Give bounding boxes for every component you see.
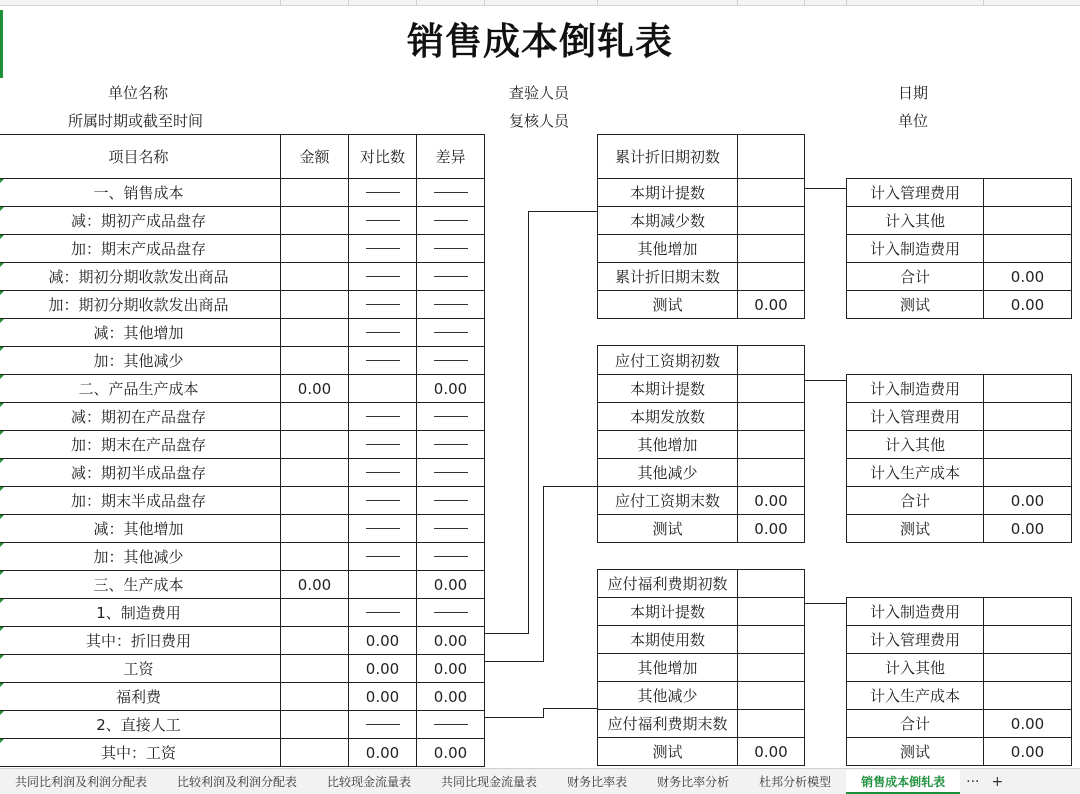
- dash-mark: [434, 192, 468, 193]
- sheet-tab[interactable]: 财务比率分析: [657, 774, 730, 789]
- table-cell-amount[interactable]: [280, 682, 349, 711]
- table-cell-compare[interactable]: [348, 402, 417, 431]
- row-comment-marker: [0, 263, 4, 267]
- column-separator[interactable]: [804, 0, 805, 6]
- table-cell-diff[interactable]: 0.00: [416, 682, 485, 711]
- table-cell-name[interactable]: 加：期初分期收款发出商品: [0, 290, 281, 319]
- sheet-tab-bar: [0, 768, 1080, 794]
- table-cell-name[interactable]: 减：其他增加: [0, 318, 281, 347]
- table-cell-amount[interactable]: [280, 178, 349, 207]
- table-cell-compare[interactable]: [348, 710, 417, 739]
- box-value[interactable]: [737, 597, 805, 626]
- dash-mark: [434, 444, 468, 445]
- alloc-value[interactable]: [983, 597, 1072, 626]
- connector-line: [484, 661, 544, 662]
- row-comment-marker: [0, 655, 4, 659]
- dash-mark: [434, 528, 468, 529]
- dash-mark: [434, 556, 468, 557]
- table-cell-compare[interactable]: [348, 542, 417, 571]
- table-cell-diff[interactable]: [416, 206, 485, 235]
- row-comment-marker: [0, 403, 4, 407]
- table-cell-name[interactable]: 二、产品生产成本: [0, 374, 281, 403]
- table-cell-diff[interactable]: [416, 486, 485, 515]
- dash-mark: [366, 248, 400, 249]
- column-separator[interactable]: [846, 0, 847, 6]
- table-cell-diff[interactable]: [416, 234, 485, 263]
- table-cell-amount[interactable]: [280, 458, 349, 487]
- table-cell-name[interactable]: 加：期末在产品盘存: [0, 430, 281, 459]
- alloc-label[interactable]: 计入其他: [846, 430, 984, 459]
- table-cell-amount[interactable]: [280, 542, 349, 571]
- alloc-value[interactable]: [983, 430, 1072, 459]
- alloc-value[interactable]: 0.00: [983, 514, 1072, 543]
- table-cell-diff[interactable]: [416, 542, 485, 571]
- table-cell-compare[interactable]: [348, 570, 417, 599]
- box-label[interactable]: 累计折旧期初数: [597, 134, 738, 179]
- alloc-label[interactable]: 计入其他: [846, 206, 984, 235]
- box-label[interactable]: 本期发放数: [597, 402, 738, 431]
- alloc-value[interactable]: [983, 458, 1072, 487]
- table-cell-compare[interactable]: [348, 374, 417, 403]
- table-cell-compare[interactable]: [348, 458, 417, 487]
- box-label[interactable]: 本期使用数: [597, 625, 738, 654]
- dash-mark: [366, 304, 400, 305]
- dash-mark: [366, 528, 400, 529]
- column-separator[interactable]: [597, 0, 598, 6]
- box-value[interactable]: 0.00: [737, 737, 805, 766]
- table-cell-amount[interactable]: [280, 234, 349, 263]
- column-separator[interactable]: [348, 0, 349, 6]
- table-cell-compare[interactable]: [348, 318, 417, 347]
- table-cell-diff[interactable]: [416, 318, 485, 347]
- date-label[interactable]: 日期: [898, 84, 929, 102]
- row-comment-marker: [0, 347, 4, 351]
- row-comment-marker: [0, 711, 4, 715]
- table-cell-diff[interactable]: 0.00: [416, 738, 485, 767]
- alloc-value[interactable]: 0.00: [983, 709, 1072, 738]
- table-cell-amount[interactable]: [280, 318, 349, 347]
- box-label[interactable]: 本期计提数: [597, 178, 738, 207]
- alloc-value[interactable]: [983, 374, 1072, 403]
- box-label[interactable]: 测试: [597, 290, 738, 319]
- table-cell-compare[interactable]: 0.00: [348, 654, 417, 683]
- alloc-value[interactable]: [983, 234, 1072, 263]
- sheet-tab[interactable]: 比较现金流量表: [327, 774, 412, 789]
- alloc-label[interactable]: 测试: [846, 514, 984, 543]
- box-label[interactable]: 应付工资期初数: [597, 345, 738, 375]
- alloc-value[interactable]: [983, 625, 1072, 654]
- box-value[interactable]: [737, 625, 805, 654]
- table-cell-amount[interactable]: [280, 346, 349, 375]
- box-label[interactable]: 本期计提数: [597, 374, 738, 403]
- table-cell-diff[interactable]: [416, 262, 485, 291]
- table-cell-name[interactable]: 其中：折旧费用: [0, 626, 281, 655]
- table-cell-diff[interactable]: [416, 346, 485, 375]
- table-cell-amount[interactable]: [280, 290, 349, 319]
- connector-line: [804, 188, 846, 189]
- table-cell-name[interactable]: 加：其他减少: [0, 346, 281, 375]
- row-comment-marker: [0, 207, 4, 211]
- dash-mark: [434, 472, 468, 473]
- table-cell-amount[interactable]: [280, 738, 349, 767]
- table-cell-compare[interactable]: [348, 234, 417, 263]
- dash-mark: [366, 416, 400, 417]
- table-cell-name[interactable]: 工资: [0, 654, 281, 683]
- row-comment-marker: [0, 515, 4, 519]
- connector-line: [804, 603, 846, 604]
- row-comment-marker: [0, 571, 4, 575]
- dash-mark: [434, 724, 468, 725]
- row-comment-marker: [0, 683, 4, 687]
- connector-line: [528, 211, 529, 634]
- dash-mark: [434, 612, 468, 613]
- alloc-label[interactable]: 计入管理费用: [846, 625, 984, 654]
- alloc-label[interactable]: 计入制造费用: [846, 597, 984, 626]
- alloc-label[interactable]: 计入生产成本: [846, 458, 984, 487]
- box-label[interactable]: 本期减少数: [597, 206, 738, 235]
- box-value[interactable]: [737, 569, 805, 598]
- column-header-bar: [0, 0, 1080, 6]
- more-tabs-icon[interactable]: ···: [966, 773, 980, 790]
- table-cell-amount[interactable]: [280, 262, 349, 291]
- box-value[interactable]: [737, 345, 805, 375]
- table-cell-name[interactable]: 1、制造费用: [0, 598, 281, 627]
- connector-line: [543, 486, 544, 662]
- table-cell-diff[interactable]: [416, 430, 485, 459]
- add-sheet-icon[interactable]: +: [991, 773, 1004, 790]
- box-label[interactable]: 其他增加: [597, 653, 738, 682]
- table-cell-compare[interactable]: [348, 178, 417, 207]
- table-header-3[interactable]: 差异: [416, 134, 485, 179]
- dash-mark: [366, 360, 400, 361]
- table-cell-compare[interactable]: 0.00: [348, 682, 417, 711]
- table-cell-name[interactable]: 其中：工资: [0, 738, 281, 767]
- table-cell-name[interactable]: 加：其他减少: [0, 542, 281, 571]
- box-label[interactable]: 应付福利费期初数: [597, 569, 738, 598]
- table-cell-amount[interactable]: [280, 486, 349, 515]
- alloc-label[interactable]: 计入管理费用: [846, 178, 984, 207]
- alloc-label[interactable]: 计入制造费用: [846, 374, 984, 403]
- dash-mark: [434, 360, 468, 361]
- sheet-tab[interactable]: 财务比率表: [567, 774, 628, 789]
- alloc-label[interactable]: 测试: [846, 290, 984, 319]
- box-value[interactable]: [737, 262, 805, 291]
- column-separator[interactable]: [983, 0, 984, 6]
- column-separator[interactable]: [280, 0, 281, 6]
- table-cell-amount[interactable]: [280, 710, 349, 739]
- alloc-value[interactable]: [983, 653, 1072, 682]
- row-comment-marker: [0, 739, 4, 743]
- checker-label[interactable]: 查验人员: [509, 84, 570, 102]
- alloc-value[interactable]: [983, 206, 1072, 235]
- box-value[interactable]: [737, 458, 805, 487]
- table-cell-name[interactable]: 减：其他增加: [0, 514, 281, 543]
- box-label[interactable]: 本期计提数: [597, 597, 738, 626]
- sheet-title[interactable]: 销售成本倒轧表: [407, 20, 673, 63]
- table-cell-amount[interactable]: [280, 430, 349, 459]
- sheet-tab[interactable]: 比较利润及利润分配表: [177, 774, 298, 789]
- table-cell-name[interactable]: 减：期初分期收款发出商品: [0, 262, 281, 291]
- connector-line: [543, 486, 597, 487]
- box-label[interactable]: 其他增加: [597, 234, 738, 263]
- table-cell-name[interactable]: 一、销售成本: [0, 178, 281, 207]
- alloc-label[interactable]: 合计: [846, 262, 984, 291]
- table-cell-amount[interactable]: [280, 514, 349, 543]
- connector-line: [543, 708, 597, 709]
- column-separator[interactable]: [484, 0, 485, 6]
- connector-line: [484, 717, 544, 718]
- sheet-tab[interactable]: 杜邦分析模型: [759, 774, 832, 789]
- table-cell-compare[interactable]: [348, 290, 417, 319]
- box-label[interactable]: 应付工资期末数: [597, 486, 738, 515]
- table-cell-amount[interactable]: [280, 402, 349, 431]
- box-label[interactable]: 测试: [597, 514, 738, 543]
- alloc-label[interactable]: 计入管理费用: [846, 402, 984, 431]
- box-value[interactable]: [737, 402, 805, 431]
- row-comment-marker: [0, 291, 4, 295]
- table-cell-amount[interactable]: [280, 626, 349, 655]
- unit-label[interactable]: 单位: [898, 112, 929, 130]
- sheet-tab[interactable]: 共同比现金流量表: [441, 774, 538, 789]
- table-cell-name[interactable]: 2、直接人工: [0, 710, 281, 739]
- sheet-tab[interactable]: 销售成本倒轧表: [846, 770, 960, 794]
- dash-mark: [366, 220, 400, 221]
- dash-mark: [366, 612, 400, 613]
- row-comment-marker: [0, 627, 4, 631]
- table-cell-diff[interactable]: 0.00: [416, 374, 485, 403]
- table-cell-compare[interactable]: [348, 262, 417, 291]
- table-cell-diff[interactable]: 0.00: [416, 626, 485, 655]
- table-cell-diff[interactable]: [416, 710, 485, 739]
- box-value[interactable]: [737, 206, 805, 235]
- table-cell-compare[interactable]: [348, 598, 417, 627]
- row-comment-marker: [0, 319, 4, 323]
- alloc-label[interactable]: 合计: [846, 709, 984, 738]
- sheet-tab[interactable]: 共同比利润及利润分配表: [15, 774, 148, 789]
- alloc-label[interactable]: 计入制造费用: [846, 234, 984, 263]
- box-value[interactable]: [737, 709, 805, 738]
- column-separator[interactable]: [737, 0, 738, 6]
- table-cell-name[interactable]: 减：期初产成品盘存: [0, 206, 281, 235]
- box-value[interactable]: 0.00: [737, 486, 805, 515]
- alloc-label[interactable]: 计入生产成本: [846, 681, 984, 710]
- table-header-1[interactable]: 金额: [280, 134, 349, 179]
- table-cell-diff[interactable]: [416, 514, 485, 543]
- table-cell-compare[interactable]: [348, 346, 417, 375]
- box-value[interactable]: [737, 681, 805, 710]
- period-label[interactable]: 所属时期或截至时间: [68, 112, 204, 130]
- table-header-2[interactable]: 对比数: [348, 134, 417, 179]
- connector-line: [528, 211, 597, 212]
- table-cell-compare[interactable]: [348, 486, 417, 515]
- reviewer-label[interactable]: 复核人员: [509, 112, 570, 130]
- table-cell-compare[interactable]: [348, 514, 417, 543]
- table-cell-name[interactable]: 三、生产成本: [0, 570, 281, 599]
- table-cell-name[interactable]: 减：期初在产品盘存: [0, 402, 281, 431]
- dash-mark: [434, 332, 468, 333]
- dash-mark: [434, 276, 468, 277]
- column-separator[interactable]: [416, 0, 417, 6]
- table-cell-name[interactable]: 加：期末产成品盘存: [0, 234, 281, 263]
- box-label[interactable]: 应付福利费期末数: [597, 709, 738, 738]
- connector-line: [804, 380, 846, 381]
- dash-mark: [366, 276, 400, 277]
- alloc-value[interactable]: [983, 681, 1072, 710]
- row-comment-marker: [0, 235, 4, 239]
- alloc-value[interactable]: 0.00: [983, 290, 1072, 319]
- table-cell-diff[interactable]: 0.00: [416, 570, 485, 599]
- dash-mark: [434, 416, 468, 417]
- dash-mark: [434, 220, 468, 221]
- box-value[interactable]: [737, 653, 805, 682]
- connector-line: [484, 633, 529, 634]
- dash-mark: [366, 444, 400, 445]
- dash-mark: [434, 248, 468, 249]
- row-comment-marker: [0, 431, 4, 435]
- table-cell-compare[interactable]: [348, 206, 417, 235]
- table-cell-amount[interactable]: 0.00: [280, 570, 349, 599]
- table-cell-compare[interactable]: [348, 430, 417, 459]
- table-cell-amount[interactable]: 0.00: [280, 374, 349, 403]
- table-cell-diff[interactable]: [416, 402, 485, 431]
- box-label[interactable]: 其他减少: [597, 458, 738, 487]
- table-cell-compare[interactable]: 0.00: [348, 626, 417, 655]
- box-value[interactable]: 0.00: [737, 290, 805, 319]
- box-label[interactable]: 其他增加: [597, 430, 738, 459]
- table-cell-diff[interactable]: [416, 458, 485, 487]
- row-comment-marker: [0, 179, 4, 183]
- alloc-label[interactable]: 合计: [846, 486, 984, 515]
- box-label[interactable]: 累计折旧期末数: [597, 262, 738, 291]
- alloc-value[interactable]: 0.00: [983, 737, 1072, 766]
- box-value[interactable]: 0.00: [737, 514, 805, 543]
- table-cell-diff[interactable]: 0.00: [416, 654, 485, 683]
- table-cell-name[interactable]: 加：期末半成品盘存: [0, 486, 281, 515]
- dash-mark: [366, 332, 400, 333]
- dash-mark: [366, 556, 400, 557]
- table-cell-diff[interactable]: [416, 598, 485, 627]
- table-cell-name[interactable]: 福利费: [0, 682, 281, 711]
- dash-mark: [366, 500, 400, 501]
- table-cell-amount[interactable]: [280, 206, 349, 235]
- box-label[interactable]: 测试: [597, 737, 738, 766]
- row-comment-marker: [0, 599, 4, 603]
- box-label[interactable]: 其他减少: [597, 681, 738, 710]
- row-comment-marker: [0, 375, 4, 379]
- connector-line: [543, 708, 544, 718]
- alloc-label[interactable]: 测试: [846, 737, 984, 766]
- dash-mark: [366, 192, 400, 193]
- box-value[interactable]: [737, 134, 805, 179]
- dash-mark: [434, 500, 468, 501]
- table-cell-name[interactable]: 减：期初半成品盘存: [0, 458, 281, 487]
- alloc-value[interactable]: 0.00: [983, 486, 1072, 515]
- box-value[interactable]: [737, 430, 805, 459]
- row-comment-marker: [0, 487, 4, 491]
- dash-mark: [366, 724, 400, 725]
- table-cell-diff[interactable]: [416, 290, 485, 319]
- table-header-0[interactable]: 项目名称: [0, 134, 281, 179]
- alloc-value[interactable]: [983, 178, 1072, 207]
- table-cell-amount[interactable]: [280, 598, 349, 627]
- table-cell-compare[interactable]: 0.00: [348, 738, 417, 767]
- alloc-value[interactable]: [983, 402, 1072, 431]
- company-label[interactable]: 单位名称: [108, 84, 169, 102]
- box-value[interactable]: [737, 374, 805, 403]
- box-value[interactable]: [737, 178, 805, 207]
- alloc-label[interactable]: 计入其他: [846, 653, 984, 682]
- row-comment-marker: [0, 459, 4, 463]
- table-cell-diff[interactable]: [416, 178, 485, 207]
- dash-mark: [434, 304, 468, 305]
- row-comment-marker: [0, 543, 4, 547]
- alloc-value[interactable]: 0.00: [983, 262, 1072, 291]
- dash-mark: [366, 472, 400, 473]
- box-value[interactable]: [737, 234, 805, 263]
- table-cell-amount[interactable]: [280, 654, 349, 683]
